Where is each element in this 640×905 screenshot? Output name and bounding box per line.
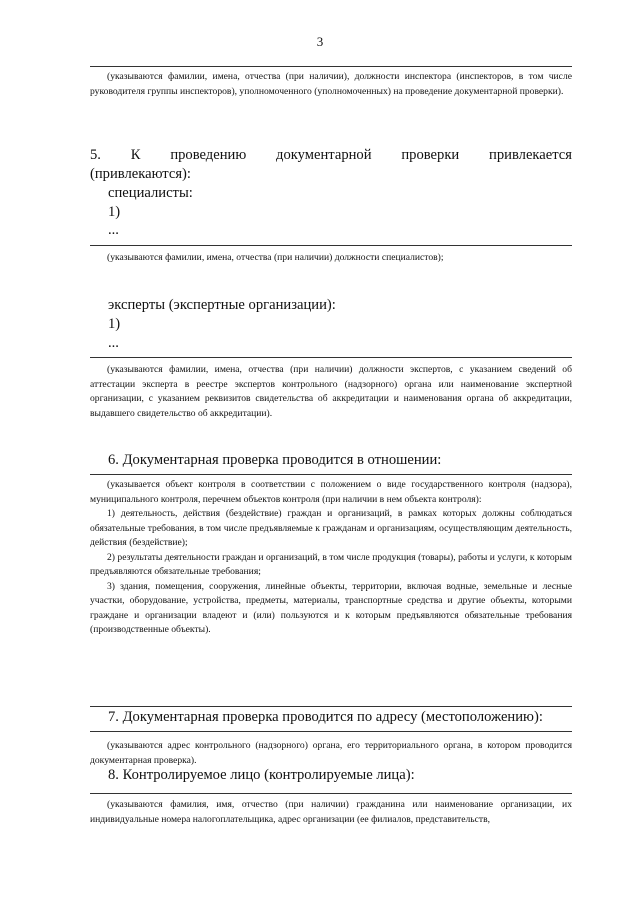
page-number: 3 xyxy=(316,34,324,49)
note-inspectors: (указываются фамилии, имена, отчества (при наличии), должности инспектора (инспекторов, в том числе руководителя группы инспекторов), уполномоченного (уполномоченных) на проведение документарной проверки). xyxy=(90,71,572,97)
specialists-ellipsis: ... xyxy=(108,222,119,238)
note-specialists: (указываются фамилии, имена, отчества (при наличии) должности специалистов); xyxy=(107,252,444,263)
note-section8: (указываются фамилия, имя, отчество (при наличии) гражданина или наименование организации, их индивидуальные номера налогоплательщика, адрес организации (ее филиалов, представительств, xyxy=(90,799,572,825)
specialists-item-1: 1) xyxy=(108,204,121,220)
note-experts: (указываются фамилии, имена, отчества (при наличии) должности экспертов, с указанием сведений об аттестации эксперта в реестре экспертов контрольного (надзорного) органа или наименование экспертной организации, с указанием реквизитов свидетельства об аккредитации и наименования органа об аккредитации, выдавшего свидетельство об аккредитации). xyxy=(90,364,572,419)
section5-heading-line2: (привлекаются): xyxy=(90,166,191,182)
section5-heading-line1: 5. К проведению документарной проверки привлекается xyxy=(90,147,572,163)
underline-section7 xyxy=(90,731,572,732)
note-section6: (указывается объект контроля в соответствии с положением о виде государственного контроля (надзора), муниципального контроля, перечнем объектов контроля (при наличии в нем объекта контроля): 1) деятельность, действия (бездействие) граждан и организаций, в рамках которых должны соблюдаться обязательные требования, в том числе предъявляемые к гражданам и организациям, осуществляющим деятельность, действия (бездействие); 2) результаты деятельности граждан и организаций, в том числе продукция (товары), работы и услуги, к которым предъявляются обязательные требования; 3) здания, помещения, сооружения, линейные объекты, территории, включая водные, земельные и лесные участки, оборудование, устройства, предметы, материалы, транспортные средства и другие объекты, которыми граждане и организации владеют и (или) пользуются и к которым предъявляются обязательные требования (производственные объекты). xyxy=(90,479,572,635)
section7-heading: 7. Документарная проверка проводится по адресу (местоположению): xyxy=(108,709,543,725)
underline-section7-top xyxy=(90,706,572,707)
section8-heading: 8. Контролируемое лицо (контролируемые лица): xyxy=(108,767,415,783)
underline-inspectors xyxy=(90,66,572,67)
underline-specialists xyxy=(90,245,572,246)
experts-ellipsis: ... xyxy=(108,335,119,351)
underline-experts xyxy=(90,357,572,358)
experts-label: эксперты (экспертные организации): xyxy=(108,297,336,313)
note-section7: (указываются адрес контрольного (надзорного) органа, его территориального органа, в котором проводится документарная проверка). xyxy=(90,740,572,766)
specialists-label: специалисты: xyxy=(108,185,193,201)
underline-section6 xyxy=(90,474,572,475)
section6-heading: 6. Документарная проверка проводится в отношении: xyxy=(108,452,442,468)
underline-section8 xyxy=(90,793,572,794)
experts-item-1: 1) xyxy=(108,316,121,332)
